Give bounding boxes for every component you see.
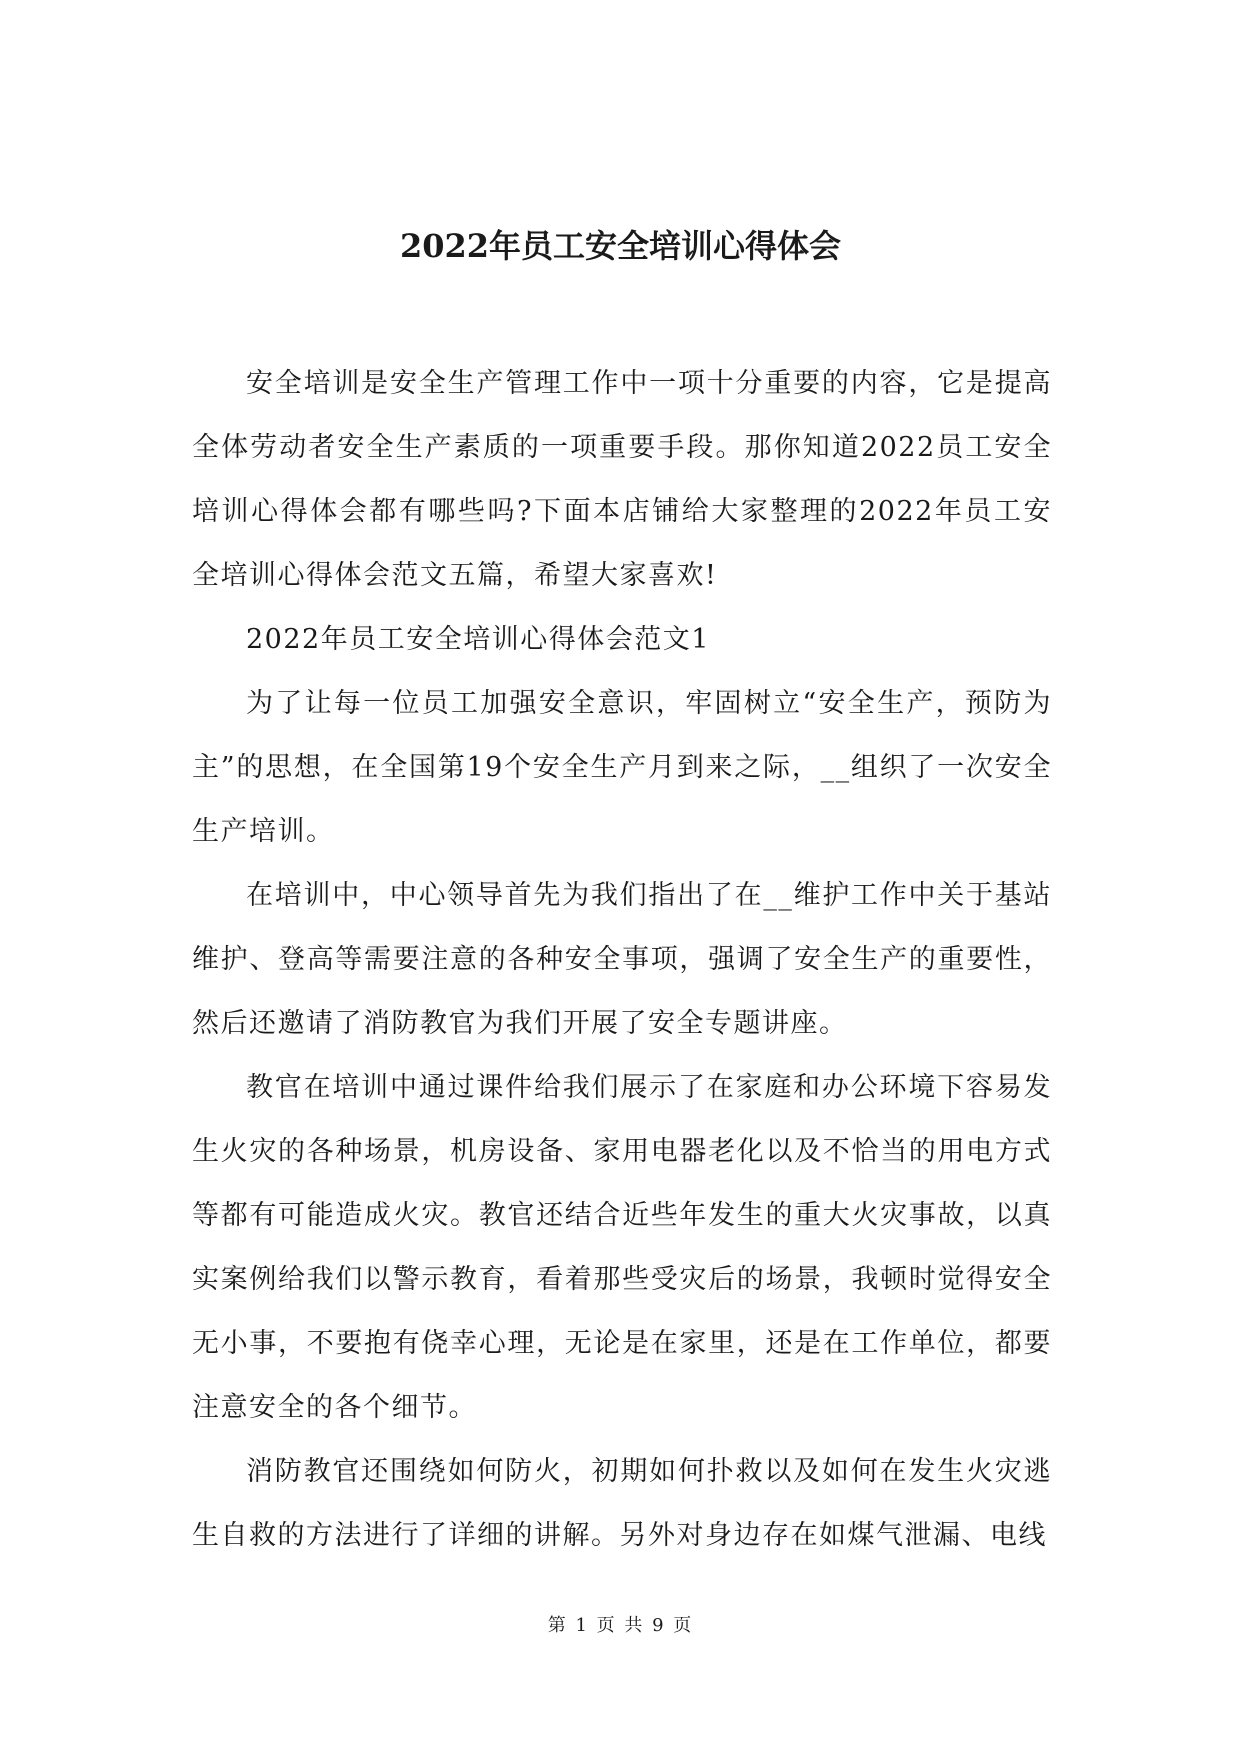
page-number: 第 1 页 共 9 页 (547, 1615, 694, 1636)
document-title: 2022年员工安全培训心得体会 (399, 227, 842, 265)
paragraph: 在培训中，中心领导首先为我们指出了在__维护工作中关于基站维护、登高等需要注意的各种安全事项，强调了安全生产的重要性，然后还邀请了消防教官为我们开展了安全专题讲座。 (192, 880, 1052, 1039)
paragraph: 教官在培训中通过课件给我们展示了在家庭和办公环境下容易发生火灾的各种场景，机房设备、家用电器老化以及不恰当的用电方式等都有可能造成火灾。教官还结合近些年发生的重大火灾事故，以真实案例给我们以警示教育，看着那些受灾后的场景，我顿时觉得安全无小事，不要抱有侥幸心理，无论是在家里，还是在工作单位，都要注意安全的各个细节。 (192, 1072, 1052, 1423)
paragraph: 为了让每一位员工加强安全意识，牢固树立“安全生产，预防为主”的思想，在全国第19个安全生产月到来之际，__组织了一次安全生产培训。 (192, 688, 1052, 847)
paragraph-intro: 安全培训是安全生产管理工作中一项十分重要的内容，它是提高全体劳动者安全生产素质的一项重要手段。那你知道2022员工安全培训心得体会都有哪些吗?下面本店铺给大家整理的2022年员工安全培训心得体会范文五篇，希望大家喜欢! (192, 368, 1052, 591)
document-body (192, 352, 1052, 1568)
section-heading: 2022年员工安全培训心得体会范文1 (246, 624, 710, 655)
paragraph: 消防教官还围绕如何防火，初期如何扑救以及如何在发生火灾逃生自救的方法进行了详细的讲解。另外对身边存在如煤气泄漏、电线 (192, 1456, 1052, 1551)
